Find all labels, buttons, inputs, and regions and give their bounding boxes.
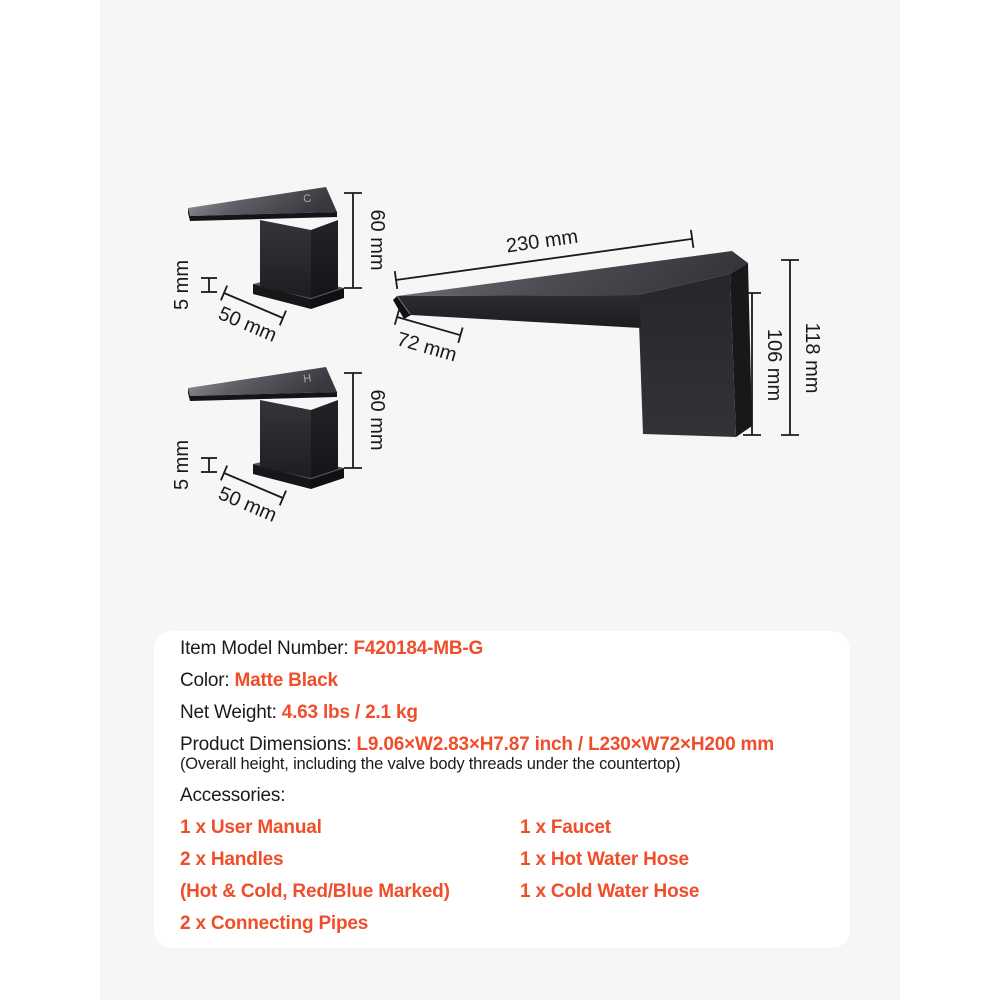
dimension-spout-width bbox=[388, 309, 464, 366]
accessory-item: 1 x User Manual bbox=[180, 817, 322, 838]
handle-body-front bbox=[260, 400, 311, 478]
accessories-title: Accessories: bbox=[180, 785, 286, 806]
dimension-label: 72 mm bbox=[394, 328, 460, 367]
dimension-label: 50 mm bbox=[215, 482, 280, 527]
product-spec-canvas bbox=[100, 0, 900, 1000]
handle-hot-marking: H bbox=[302, 372, 313, 386]
dimension-plate-thickness bbox=[171, 260, 217, 310]
handle-body-side bbox=[311, 400, 338, 478]
spec-label: Net Weight: bbox=[180, 702, 277, 723]
accessory-item: 2 x Connecting Pipes bbox=[180, 913, 369, 934]
dimension-label: 5 mm bbox=[171, 260, 193, 310]
spec-label: Item Model Number: bbox=[180, 638, 349, 659]
handle-lever-plate bbox=[188, 367, 337, 396]
handle-body-front bbox=[260, 220, 311, 298]
spec-label: Product Dimensions: bbox=[180, 734, 352, 755]
dimension-label: 50 mm bbox=[215, 302, 280, 347]
accessory-item: 1 x Cold Water Hose bbox=[520, 881, 700, 902]
dimension-overall-height bbox=[781, 260, 823, 435]
handle-cold-marking: C bbox=[302, 192, 313, 206]
spec-row-color bbox=[180, 670, 338, 692]
handle-body-side bbox=[311, 220, 338, 298]
dimension-label: 118 mm bbox=[801, 322, 823, 394]
accessory-item: 2 x Handles bbox=[180, 849, 284, 870]
dimension-label: 60 mm bbox=[366, 389, 388, 451]
handle-cold-diagram bbox=[160, 172, 400, 350]
dimension-label: 230 mm bbox=[504, 225, 580, 258]
dimension-label: 60 mm bbox=[366, 209, 388, 271]
faucet-diagram bbox=[380, 218, 825, 470]
spec-value: 4.63 lbs / 2.1 kg bbox=[281, 702, 418, 723]
faucet-body-front bbox=[638, 274, 736, 437]
handle-lever-plate bbox=[188, 187, 337, 216]
spec-label: Color: bbox=[180, 670, 230, 691]
dimension-label: 5 mm bbox=[171, 440, 193, 490]
spec-row-weight bbox=[180, 702, 418, 724]
spec-row-model bbox=[180, 638, 483, 660]
dimension-plate-thickness bbox=[171, 440, 217, 490]
accessory-item: (Hot & Cold, Red/Blue Marked) bbox=[180, 881, 450, 902]
faucet-spout-front bbox=[397, 295, 641, 328]
spec-value: Matte Black bbox=[234, 670, 338, 691]
accessory-item: 1 x Hot Water Hose bbox=[520, 849, 689, 870]
dimensions-note: (Overall height, including the valve body threads under the countertop) bbox=[180, 755, 681, 773]
spec-panel bbox=[154, 631, 850, 948]
spec-value: L9.06×W2.83×H7.87 inch / L230×W72×H200 mm bbox=[356, 734, 774, 755]
accessory-item: 1 x Faucet bbox=[520, 817, 611, 838]
dimension-label: 106 mm bbox=[763, 328, 785, 402]
spec-row-dimensions bbox=[180, 734, 774, 756]
spec-value: F420184-MB-G bbox=[353, 638, 484, 659]
handle-hot-diagram bbox=[160, 352, 400, 530]
